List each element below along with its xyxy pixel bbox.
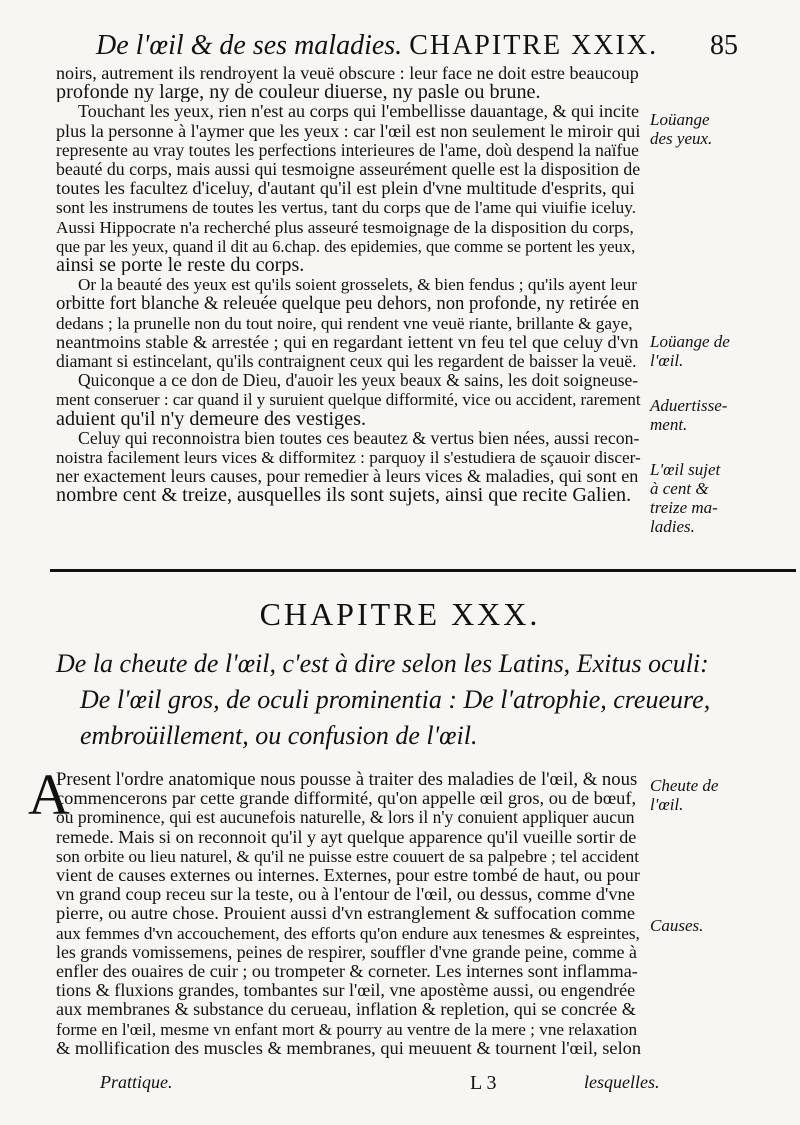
footer-running-word: Prattique. — [100, 1072, 173, 1092]
text-line: ment conseruer : car quand il y suruient quelque difformité, vice ou accident, rarement — [56, 390, 641, 410]
page-number: 85 — [710, 30, 738, 61]
text-line: son orbite ou lieu naturel, & qu'il ne puisse estre couuert de sa palpebre ; tel accident — [56, 846, 639, 866]
margin-note-line: Loüange — [650, 110, 710, 129]
text-line: plus la personne à l'aymer que les yeux : car l'œil est non seulement le miroir qui — [56, 121, 641, 141]
text-line: toutes les facultez d'iceluy, d'autant qu'il est plein d'vne multitude d'esprits, qui — [56, 179, 635, 199]
running-header — [96, 30, 658, 62]
chapter-title: CHAPITRE XXX. — [259, 596, 541, 632]
text-line: profonde ny large, ny de couleur diuerse, ny pasle ou brune. — [56, 83, 541, 103]
running-title: De l'œil & de ses maladies. — [96, 30, 403, 61]
text-line: represente au vray toutes les perfections interieures de l'ame, doù despend la naïfue — [56, 140, 639, 160]
subtitle-line: embroüillement, ou confusion de l'œil. — [80, 721, 478, 750]
text-line: Aussi Hippocrate n'a recherché plus asseuré tesmoignage de la disposition du corps, — [56, 217, 634, 237]
text-line: vn grand coup receu sur la teste, ou à l'entour de l'œil, ou dessus, comme d'vne — [56, 885, 635, 905]
text-line: forme en l'œil, mesme vn enfant mort & pourry au ventre de la mere ; vne relaxation — [56, 1019, 638, 1039]
text-line: pierre, ou autre chose. Prouient aussi d'vn estranglement & suffocation comme — [56, 904, 636, 924]
margin-note-line: Causes. — [650, 916, 704, 935]
margin-note-line: l'œil. — [650, 351, 684, 370]
text-line: diamant si estincelant, qu'ils contraignent ceux qui les regardent de baisser la veuë. — [56, 352, 637, 372]
header-chapter-label: CHAPITRE XXIX. — [409, 30, 659, 61]
margin-note-line: des yeux. — [650, 129, 713, 148]
text-line: noirs, autrement ils rendroyent la veuë obscure : leur face ne doit estre beaucoup — [56, 64, 639, 83]
text-line: vient de causes externes ou internes. Externes, pour estre tombé de haut, ou pour — [56, 866, 640, 886]
margin-note-line: à cent & — [650, 479, 709, 498]
text-line: dedans ; la prunelle non du tout noire, qui rendent vne veuë riante, brillante & gaye, — [56, 313, 633, 333]
chapter-subtitle — [56, 646, 796, 754]
text-line: ou prominence, qui est aucunefois naturelle, & lors il n'y conuient appliquer aucun — [56, 808, 635, 828]
text-line: aduient qu'il n'y demeure des vestiges. — [56, 409, 367, 429]
text-line: Celuy qui reconnoistra bien toutes ces beautez & vertus bien nées, aussi recon- — [78, 428, 640, 448]
text-line: enfler des ouaires de cuir ; ou trompeter & corneter. Les internes sont inflamma- — [56, 962, 638, 982]
text-line: que par les yeux, quand il dit au 6.chap. des epidemies, que comme se portent les yeux, — [56, 236, 636, 256]
text-line: orbitte fort blanche & releuée quelque peu dehors, non profonde, ny retirée en — [56, 294, 640, 314]
margin-note-causes — [650, 916, 790, 935]
margin-note-line: treize ma- — [650, 498, 718, 517]
margin-note-line: ladies. — [650, 517, 695, 536]
text-line: aux membranes & substance du cerueau, inflation & repletion, qui se concrée & — [56, 1000, 636, 1020]
section-1-text — [56, 64, 642, 506]
text-line: ainsi se porte le reste du corps. — [56, 256, 305, 276]
subtitle-line: De la cheute de l'œil, c'est à dire selon les Latins, Exitus oculi: — [56, 649, 709, 678]
subtitle-line: De l'œil gros, de oculi prominentia : De l'atrophie, creueure, — [80, 685, 711, 714]
text-line: Or la beauté des yeux est qu'ils soient grosselets, & bien fendus ; qu'ils ayent leur — [78, 275, 637, 295]
text-line: sont les instrumens de toutes les vertus, tant du corps que de l'ame qui viuifie iceluy. — [56, 198, 637, 218]
margin-note-louange-oeil — [650, 332, 790, 370]
drop-cap: A — [28, 762, 70, 827]
margin-note-louange-yeux — [650, 110, 790, 148]
text-line: nombre cent & treize, ausquelles ils sont sujets, ainsi que recite Galien. — [56, 486, 632, 506]
text-line: Touchant les yeux, rien n'est au corps qui l'embellisse dauantage, & qui incite — [78, 102, 639, 122]
margin-note-line: L'œil sujet — [650, 460, 721, 479]
text-line: commencerons par cette grande difformité, qu'on appelle œil gros, ou de bœuf, — [56, 789, 637, 809]
text-line: beauté du corps, mais aussi qui tesmoigne asseurément quelle est la disposition de — [56, 160, 641, 180]
text-line: Quiconque a ce don de Dieu, d'auoir les yeux beaux & sains, les doit soigneuse- — [78, 371, 639, 391]
margin-note-line: Cheute de — [650, 776, 719, 795]
section-divider — [50, 569, 796, 572]
text-line: noistra facilement leurs vices & difformitez : parquoy il s'estudiera de sçauoir discer- — [56, 448, 641, 468]
text-line: tions & fluxions grandes, tombantes sur l'œil, vne apostème aussi, ou engendrée — [56, 981, 636, 1001]
margin-note-aduertissement — [650, 396, 790, 434]
margin-note-line: Aduertisse- — [650, 396, 728, 415]
margin-note-line: l'œil. — [650, 795, 684, 814]
margin-note-line: ment. — [650, 415, 688, 434]
text-line: les grands vomissemens, peines de respirer, souffler d'vne grande peine, comme à — [56, 942, 637, 962]
text-line: remede. Mais si on reconnoit qu'il y ayt quelque apparence qu'il vueille sortir de — [56, 827, 637, 847]
text-line: neantmoins stable & arrestée ; qui en regardant iettent vn feu tel que celuy d'vn — [56, 332, 639, 352]
text-line: Present l'ordre anatomique nous pousse à traiter des maladies de l'œil, & nous — [56, 770, 638, 790]
text-line: & mollification des muscles & membranes, qui meuuent & tournent l'œil, selon — [56, 1038, 642, 1058]
margin-note-cheute — [650, 776, 790, 814]
margin-note-line: Loüange de — [650, 332, 730, 351]
catchword: lesquelles. — [584, 1072, 660, 1092]
margin-note-cent-treize — [650, 460, 790, 536]
section-2-text — [56, 770, 642, 1058]
text-line: ner exactement leurs causes, pour remedier à leurs vices & maladies, qui sont en — [56, 467, 639, 487]
signature-mark: L 3 — [470, 1072, 497, 1094]
text-line: aux femmes d'vn accouchement, des efforts qu'on endure aux tenesmes & espreintes, — [56, 923, 640, 943]
